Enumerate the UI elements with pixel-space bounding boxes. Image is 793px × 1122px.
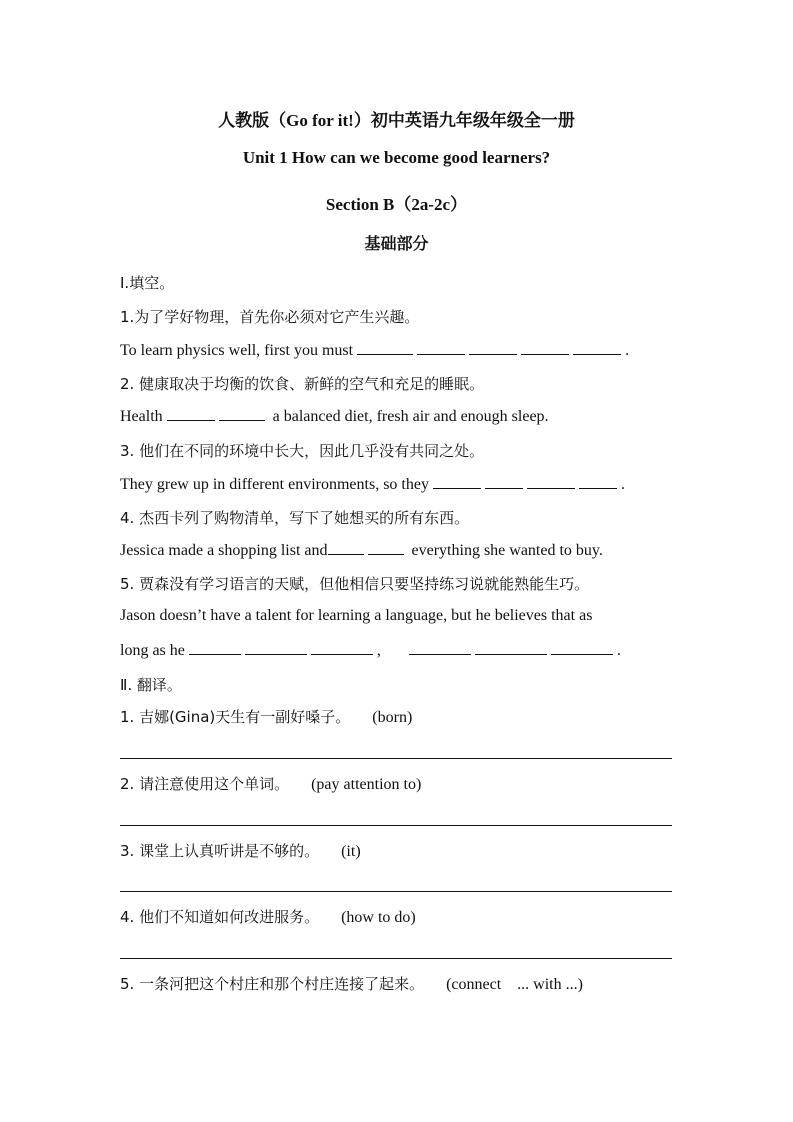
q1-blank-2[interactable] xyxy=(417,340,465,355)
q3-blank-4[interactable] xyxy=(579,474,617,489)
q4-english-text-b: everything she wanted to buy. xyxy=(411,542,603,559)
q4-blank-1[interactable] xyxy=(328,540,364,555)
q5-blank-1[interactable] xyxy=(189,640,241,655)
q5-blank-3[interactable] xyxy=(311,640,373,655)
document-title: 人教版（Go for it!）初中英语九年级年级全一册 xyxy=(218,111,575,130)
q1-english: To learn physics well, first you must . xyxy=(120,342,630,359)
q5-english-line2: long as he , . xyxy=(120,642,621,659)
t5-prompt xyxy=(120,973,583,994)
part1-heading: Ⅰ.填空。 xyxy=(120,274,175,292)
q3-english-text: They grew up in different environments, so they xyxy=(120,476,429,493)
part2-heading: Ⅱ. 翻译。 xyxy=(120,676,182,694)
t1-chinese: 1. 吉娜(Gina)天生有一副好嗓子。 xyxy=(120,708,351,726)
t2-hint: (pay attention to) xyxy=(311,776,422,793)
q2-english-text-b: a balanced diet, fresh air and enough sleep. xyxy=(272,408,549,425)
t2-prompt xyxy=(120,773,421,794)
t3-chinese: 3. 课堂上认真听讲是不够的。 xyxy=(120,842,320,860)
t1-answer-line[interactable] xyxy=(120,758,672,759)
q1-blank-1[interactable] xyxy=(357,340,413,355)
q4-chinese: 4. 杰西卡列了购物清单，写下了她想买的所有东西。 xyxy=(120,509,470,527)
q5-blank-4[interactable] xyxy=(409,640,471,655)
t1-hint: (born) xyxy=(372,709,413,726)
t2-chinese: 2. 请注意使用这个单词。 xyxy=(120,775,290,793)
q1-blank-5[interactable] xyxy=(573,340,621,355)
q1-blank-4[interactable] xyxy=(521,340,569,355)
q5-english-text: long as he xyxy=(120,642,185,659)
q4-blank-2[interactable] xyxy=(368,540,404,555)
q2-blank-1[interactable] xyxy=(167,406,215,421)
q3-blank-1[interactable] xyxy=(433,474,481,489)
q3-english: They grew up in different environments, so they . xyxy=(120,476,625,493)
t4-hint: (how to do) xyxy=(341,909,416,926)
t5-hint: (connect ... with ...) xyxy=(446,976,583,993)
q5-blank-5[interactable] xyxy=(475,640,547,655)
q3-blank-3[interactable] xyxy=(527,474,575,489)
q5-chinese: 5. 贾森没有学习语言的天赋，但他相信只要坚持练习说就能熟能生巧。 xyxy=(120,575,590,593)
q5-english-line1: Jason doesn’t have a talent for learning a language, but he believes that as xyxy=(120,607,593,624)
t4-answer-line[interactable] xyxy=(120,958,672,959)
q4-english xyxy=(120,540,603,560)
t3-answer-line[interactable] xyxy=(120,891,672,892)
q1-chinese: 1.为了学好物理，首先你必须对它产生兴趣。 xyxy=(120,308,420,326)
q4-english-text-a: Jessica made a shopping list and xyxy=(120,542,328,559)
t3-hint: (it) xyxy=(341,843,361,860)
q3-chinese: 3. 他们在不同的环境中长大，因此几乎没有共同之处。 xyxy=(120,442,485,460)
t3-prompt xyxy=(120,840,361,861)
q5-blank-2[interactable] xyxy=(245,640,307,655)
t4-chinese: 4. 他们不知道如何改进服务。 xyxy=(120,908,320,926)
q2-english-text-a: Health xyxy=(120,408,163,425)
t4-prompt xyxy=(120,906,416,927)
q1-blank-3[interactable] xyxy=(469,340,517,355)
q1-english-text: To learn physics well, first you must xyxy=(120,342,354,359)
q2-chinese: 2. 健康取决于均衡的饮食、新鲜的空气和充足的睡眠。 xyxy=(120,375,485,393)
t1-prompt xyxy=(120,706,412,727)
t5-chinese: 5. 一条河把这个村庄和那个村庄连接了起来。 xyxy=(120,975,425,993)
t2-answer-line[interactable] xyxy=(120,825,672,826)
q2-english xyxy=(120,406,549,426)
q3-blank-2[interactable] xyxy=(485,474,523,489)
part-title: 基础部分 xyxy=(364,234,429,253)
section-title: Section B（2a-2c） xyxy=(325,195,468,214)
q5-blank-6[interactable] xyxy=(551,640,613,655)
unit-title: Unit 1 How can we become good learners? xyxy=(242,148,551,167)
q2-blank-2[interactable] xyxy=(219,406,265,421)
